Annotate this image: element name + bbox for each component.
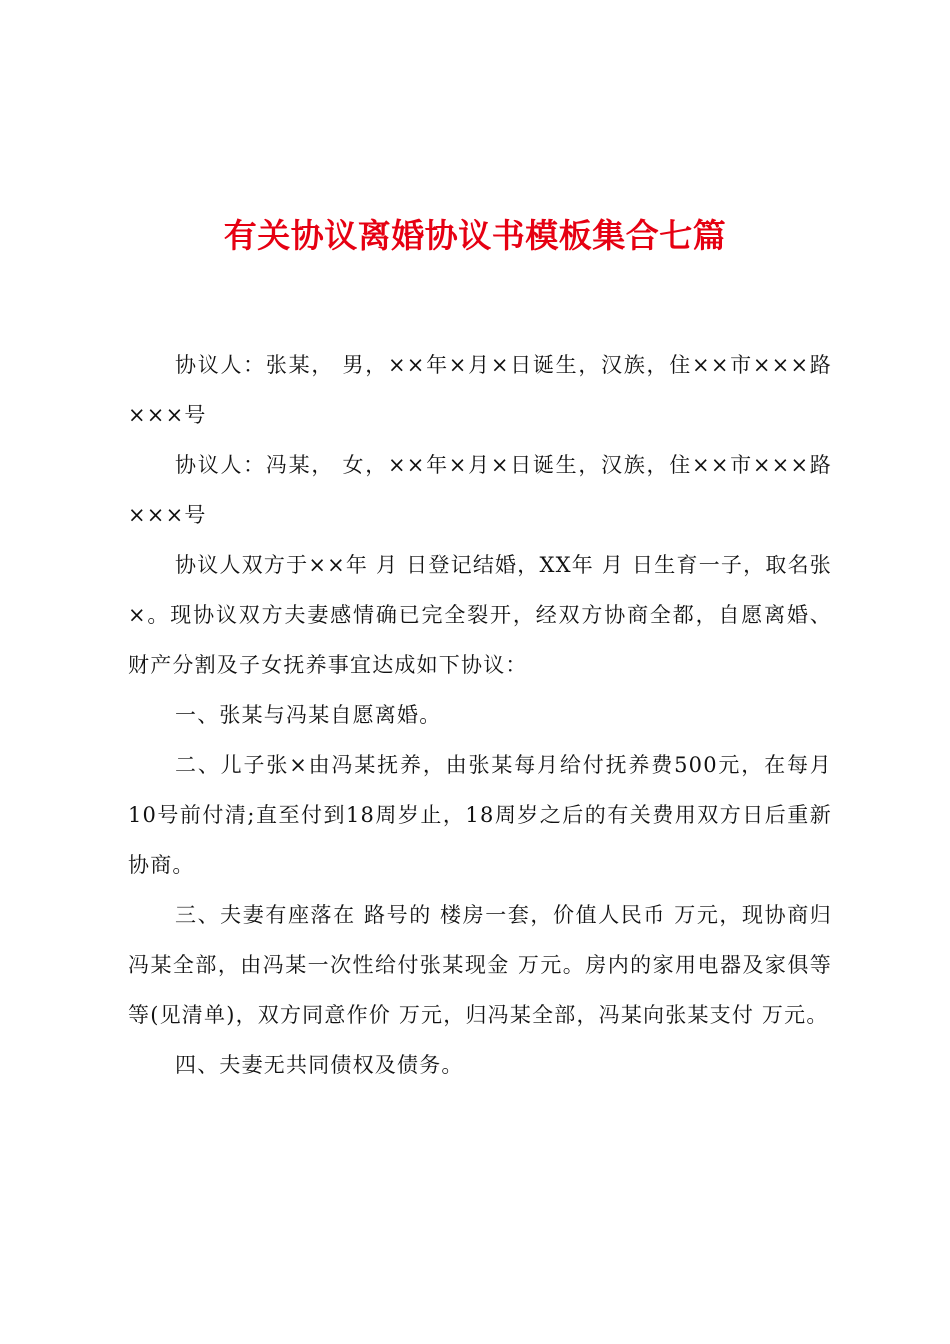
paragraph-clause-1: 一、张某与冯某自愿离婚。 [175,703,442,727]
document-title: 有关协议离婚协议书模板集合七篇 [223,216,727,255]
paragraph-clause-4: 四、夫妻无共同债权及债务。 [175,1053,464,1077]
paragraph-clause-2: 二、儿子张×由冯某抚养，由张某每月给付抚养费500元，在每月10号前付清;直至付到18周岁止，18周岁之后的有关费用双方日后重新协商。 [128,753,832,877]
paragraph-party-1: 协议人：张某， 男，××年×月×日诞生，汉族，住××市×××路×××号 [128,353,832,427]
document-body [128,340,832,1090]
paragraph-intro: 协议人双方于××年 月 日登记结婚，XX年 月 日生育一子，取名张×。现协议双方夫妻感情确已完全裂开，经双方协商全都，自愿离婚、财产分割及子女抚养事宜达成如下协议： [128,553,832,677]
paragraph-clause-3: 三、夫妻有座落在 路号的 楼房一套，价值人民币 万元，现协商归冯某全部，由冯某一次性给付张某现金 万元。房内的家用电器及家俱等等(见清单)，双方同意作价 万元，归冯某全部，冯某向张某支付 万元。 [128,903,832,1027]
paragraph-party-2: 协议人：冯某， 女，××年×月×日诞生，汉族，住××市×××路×××号 [128,453,832,527]
